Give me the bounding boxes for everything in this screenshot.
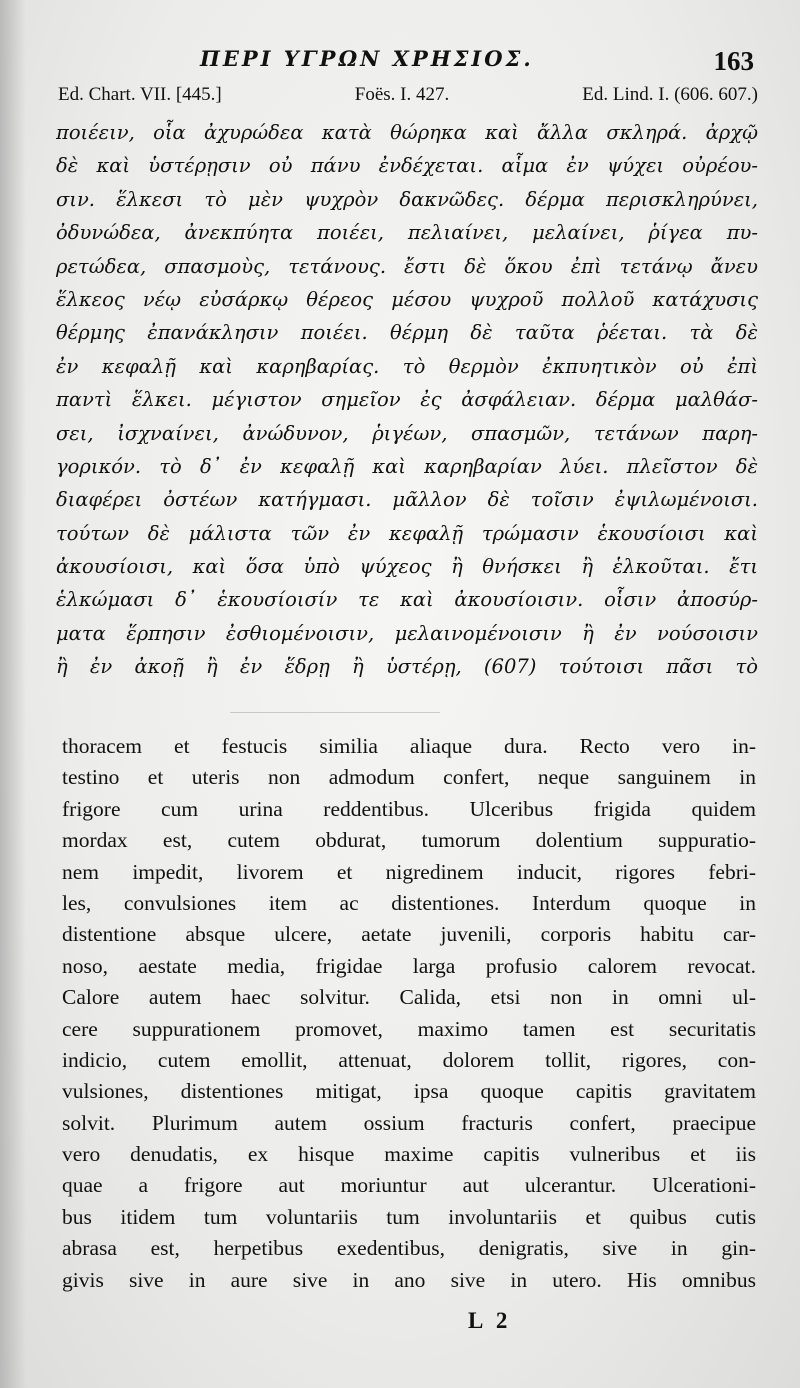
gutter-shadow: [0, 0, 26, 1388]
latin-line: distentione absque ulcere, aetate juvenili, corporis habitu car-: [62, 922, 756, 947]
greek-line: τούτων δὲ μάλιστα τῶν ἐν κεφαλῇ τρώμασιν ἑκουσίοισι καὶ: [56, 521, 758, 545]
latin-line: vero denudatis, ex hisque maxime capitis vulneribus et iis: [62, 1142, 756, 1167]
edition-foes-ref: Foës. I. 427.: [354, 84, 450, 105]
latin-line: nem impedit, livorem et nigredinem inducit, rigores febri-: [62, 859, 756, 884]
edition-lind-ref: Ed. Lind. I. (606. 607.): [582, 84, 758, 105]
greek-line: ἀκουσίοισι, καὶ ὅσα ὑπὸ ψύχεος ἢ θνήσκει ἢ ἑλκοῦται. ἔτι: [56, 555, 758, 579]
latin-line: Calore autem haec solvitur. Calida, etsi non in omni ul-: [62, 985, 756, 1010]
latin-line: frigore cum urina reddentibus. Ulceribus frigida quidem: [62, 796, 756, 821]
greek-line: σιν. ἕλκεσι τὸ μὲν ψυχρὸν δακνῶδες. δέρμα περισκληρύνει,: [56, 187, 758, 211]
greek-line: διαφέρει ὀστέων κατήγμασι. μᾶλλον δὲ τοῖσιν ἐψιλωμένοισι.: [56, 488, 758, 512]
latin-line: thoracem et festucis similia aliaque dura. Recto vero in-: [62, 734, 756, 758]
greek-line: δὲ καὶ ὑστέρῃσιν οὐ πάνυ ἐνδέχεται. αἷμα ἐν ψύχει οὐρέου-: [56, 154, 758, 178]
latin-text-block: [62, 731, 756, 1296]
latin-line: givis sive in aure sive in ano sive in utero. His omnibus: [62, 1267, 756, 1292]
latin-line: les, convulsiones item ac distentiones. Interdum quoque in: [62, 890, 756, 915]
latin-line: vulsiones, distentiones mitigat, ipsa quoque capitis gravitatem: [62, 1079, 756, 1104]
latin-line: solvit. Plurimum autem ossium fracturis confert, praecipue: [62, 1110, 756, 1135]
greek-line: γορικόν. τὸ δ᾽ ἐν κεφαλῇ καὶ καρηβαρίαν λύει. πλεῖστον δὲ: [56, 454, 758, 478]
page-header: [40, 40, 760, 80]
section-divider: [230, 712, 440, 713]
latin-line: quae a frigore aut moriuntur aut ulcerantur. Ulcerationi-: [62, 1173, 756, 1198]
greek-line: ἢ ἐν ἀκοῇ ἢ ἐν ἕδρῃ ἢ ὑστέρῃ, (607) τούτοισι πᾶσι τὸ: [56, 655, 758, 679]
greek-line: ματα ἕρπησιν ἐσθιομένοισιν, μελαινομένοισιν ἢ ἐν νούσοισιν: [56, 621, 758, 645]
running-title: ΠΕΡΙ ΥΓΡΩΝ ΧΡΗΣΙΟΣ.: [200, 46, 534, 71]
edition-chart-ref: Ed. Chart. VII. [445.]: [58, 84, 222, 105]
latin-line: indicio, cutem emollit, attenuat, dolorem tollit, rigores, con-: [62, 1047, 756, 1072]
latin-line: noso, aestate media, frigidae larga profusio calorem revocat.: [62, 953, 756, 978]
latin-line: abrasa est, herpetibus exedentibus, denigratis, sive in gin-: [62, 1236, 756, 1261]
greek-line: θέρμης ἐπανάκλησιν ποιέει. θέρμη δὲ ταῦτα ῥέεται. τὰ δὲ: [56, 321, 758, 345]
greek-line: ἑλκώμασι δ᾽ ἑκουσίοισίν τε καὶ ἀκουσίοισιν. οἷσιν ἀποσύρ-: [56, 588, 758, 612]
latin-line: testino et uteris non admodum confert, neque sanguinem in: [62, 765, 756, 790]
greek-line: παντὶ ἕλκει. μέγιστον σημεῖον ἐς ἀσφάλειαν. δέρμα μαλθάσ-: [56, 388, 758, 412]
greek-line: ρετώδεα, σπασμοὺς, τετάνους. ἔστι δὲ ὅκου ἐπὶ τετάνῳ ἄνευ: [56, 254, 758, 278]
greek-text-block: [56, 116, 758, 684]
latin-line: mordax est, cutem obdurat, tumorum dolentium suppuratio-: [62, 828, 756, 853]
greek-line: ποιέειν, οἷα ἀχυρώδεα κατὰ θώρηκα καὶ ἄλλα σκληρά. ἀρχῷ: [56, 121, 758, 144]
greek-line: ἕλκεος νέῳ εὐσάρκῳ θέρεος μέσου ψυχροῦ πολλοῦ κατάχυσις: [56, 287, 758, 311]
edition-references: [58, 84, 758, 106]
greek-line: ὀδυνώδεα, ἀνεκπύητα ποιέει, πελιαίνει, μελαίνει, ῥίγεα πυ-: [56, 221, 758, 245]
latin-line: bus itidem tum voluntariis tum involuntariis et quibus cutis: [62, 1204, 756, 1229]
greek-line: ἐν κεφαλῇ καὶ καρηβαρίας. τὸ θερμὸν ἐκπυητικὸν οὐ ἐπὶ: [56, 354, 758, 378]
signature-mark: L 2: [468, 1308, 512, 1333]
greek-line: σει, ἰσχναίνει, ἀνώδυνον, ῥιγέων, σπασμῶν, τετάνων παρη-: [56, 421, 758, 445]
page-number: 163: [713, 46, 754, 76]
latin-line: cere suppurationem promovet, maximo tamen est securitatis: [62, 1016, 756, 1041]
